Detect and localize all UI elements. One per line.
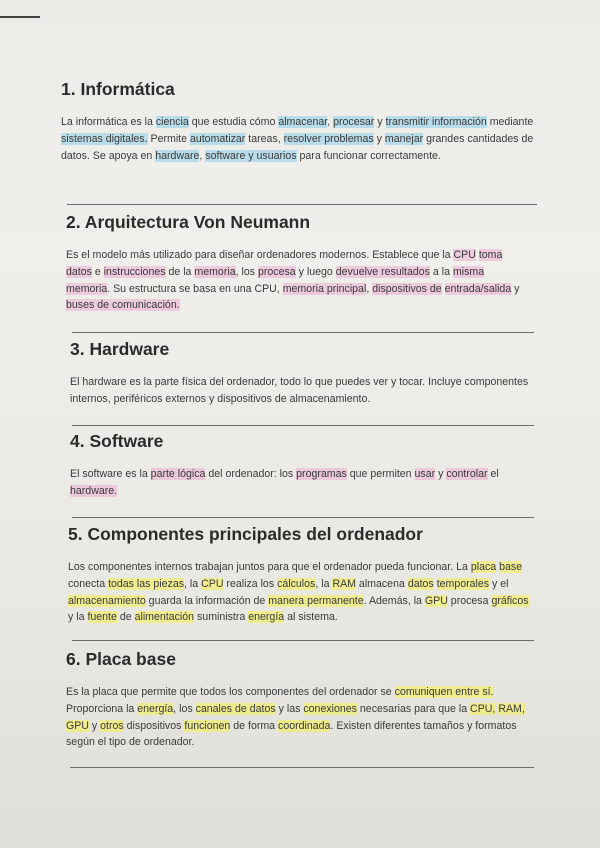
divider xyxy=(72,332,534,333)
section-title: 6. Placa base xyxy=(66,649,176,669)
section-title: 5. Componentes principales del ordenador xyxy=(68,524,423,544)
divider xyxy=(72,517,534,518)
section-text: Es el modelo más utilizado para diseñar ordenadores modernos. Establece que la CPU toma datos e instrucciones de la memoria, los procesa y luego devuelve resultados a la misma memoria. Su estructura se basa en una CPU, memoria principal, dispositivos de entrada/salida y buses de comunicación. xyxy=(66,249,520,312)
section-title: 2. Arquitectura Von Neumann xyxy=(66,212,311,232)
divider xyxy=(72,640,534,641)
section-text: Los componentes internos trabajan juntos para que el ordenador pueda funcionar. La placa base conecta todas las piezas, la CPU realiza los cálculos, la RAM almacena datos temporales y el almacenamiento guarda la información de manera permanente. Además, la GPU procesa gráficos y la fuente de alimentación suministra energía al sistema. xyxy=(68,561,529,624)
divider xyxy=(72,425,534,426)
divider xyxy=(67,204,537,205)
section-text: Es la placa que permite que todos los componentes del ordenador se comuniquen entre sí. Proporciona la energía, los canales de datos y las conexiones necesarias para que la CPU, RAM, GPU y otros dispositivos funcionen de forma coordinada. Existen diferentes tamaños y formatos según el tipo de ordenador. xyxy=(66,686,525,749)
corner-mark xyxy=(0,16,40,18)
section-text: La informática es la ciencia que estudia cómo almacenar, procesar y transmitir información mediante sistemas digitales. Permite automatizar tareas, resolver problemas y manejar grandes cantidades de datos. Se apoya en hardware, software y usuarios para funcionar correctamente. xyxy=(61,116,534,162)
section-informatica xyxy=(61,79,541,164)
section-text: El hardware es la parte física del ordenador, todo lo que puedes ver y tocar. Incluye componentes internos, periféricos externos y dispositivos de almacenamiento. xyxy=(70,376,529,405)
section-hardware xyxy=(70,339,530,408)
section-text: El software es la parte lógica del ordenador: los programas que permiten usar y controlar el hardware. xyxy=(70,468,499,497)
section-title: 4. Software xyxy=(70,431,164,451)
section-placa-base xyxy=(66,649,532,751)
section-von-neumann xyxy=(66,212,526,314)
section-title: 3. Hardware xyxy=(70,339,170,359)
section-componentes xyxy=(68,524,532,626)
divider xyxy=(70,767,534,768)
section-software xyxy=(70,431,530,500)
section-title: 1. Informática xyxy=(61,79,175,99)
